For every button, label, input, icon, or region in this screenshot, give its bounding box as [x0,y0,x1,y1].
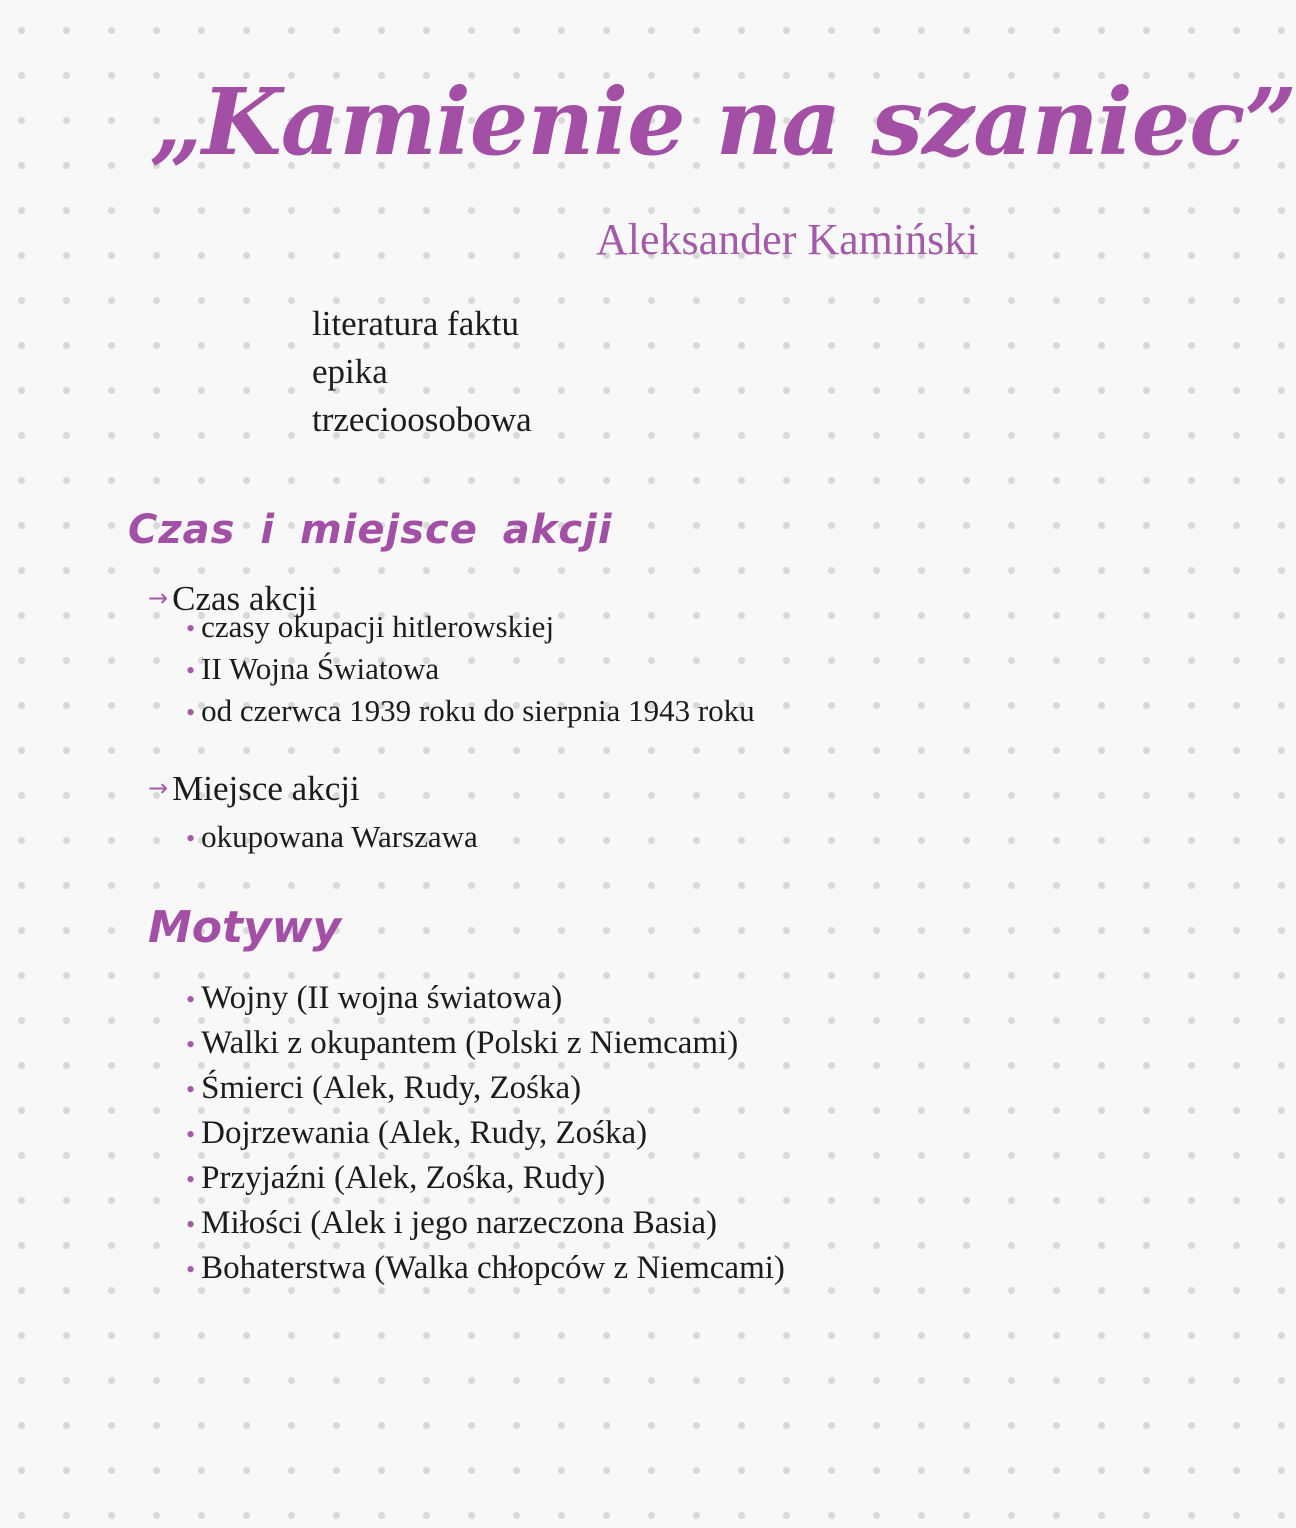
list-item [186,691,755,733]
info-value: trzecioosobowa [312,400,532,439]
list-item [186,607,554,649]
list-item-text: Przyjaźni (Alek, Zośka, Rudy) [201,1160,606,1196]
list-item-text: Bohaterstwa (Walka chłopców z Niemcami) [201,1250,785,1286]
arrow-right-icon: → [148,584,169,612]
info-value: epika [312,352,388,391]
subheading-label: Czas akcji [172,579,317,618]
arrow-right-icon: → [148,774,169,802]
author-name: Aleksander Kamiński [596,215,979,264]
bullet-icon: • [186,1030,196,1059]
list-item-text: Wojny (II wojna światowa) [201,980,563,1016]
bullet-icon: • [186,1210,196,1239]
bullet-icon: • [186,824,196,853]
bullet-icon: • [186,1255,196,1284]
info-value: literatura faktu [312,304,519,343]
list-item [186,976,562,1022]
section-heading-time-place: Czas i miejsce akcji [128,507,613,553]
list-item [186,1111,647,1157]
list-item-text: II Wojna Światowa [201,651,440,686]
list-item [186,649,439,691]
bullet-icon: • [186,1165,196,1194]
list-item-text: okupowana Warszawa [201,819,478,854]
bullet-icon: • [186,614,196,643]
list-item-text: Dojrzewania (Alek, Rudy, Zośka) [201,1115,648,1151]
list-item-text: Śmierci (Alek, Rudy, Zośka) [201,1070,582,1106]
bullet-icon: • [186,1075,196,1104]
bullet-icon: • [186,656,196,685]
subheading-label: Miejsce akcji [172,769,360,808]
section-heading-motifs: Motywy [148,902,342,953]
list-item-text: od czerwca 1939 roku do sierpnia 1943 roku [201,693,755,728]
bullet-icon: • [186,698,196,727]
list-item-text: Miłości (Alek i jego narzeczona Basia) [201,1205,717,1241]
list-item-text: czasy okupacji hitlerowskiej [201,609,555,644]
page-title: „Kamienie na szaniec” [150,68,1296,176]
list-item [186,817,478,859]
bullet-icon: • [186,985,196,1014]
list-item [186,1246,785,1292]
subheading-place [148,766,360,811]
list-item-text: Walki z okupantem (Polski z Niemcami) [201,1025,739,1061]
list-item [186,1021,738,1067]
bullet-icon: • [186,1120,196,1149]
list-item [186,1201,717,1247]
list-item [186,1156,605,1202]
list-item [186,1066,581,1112]
